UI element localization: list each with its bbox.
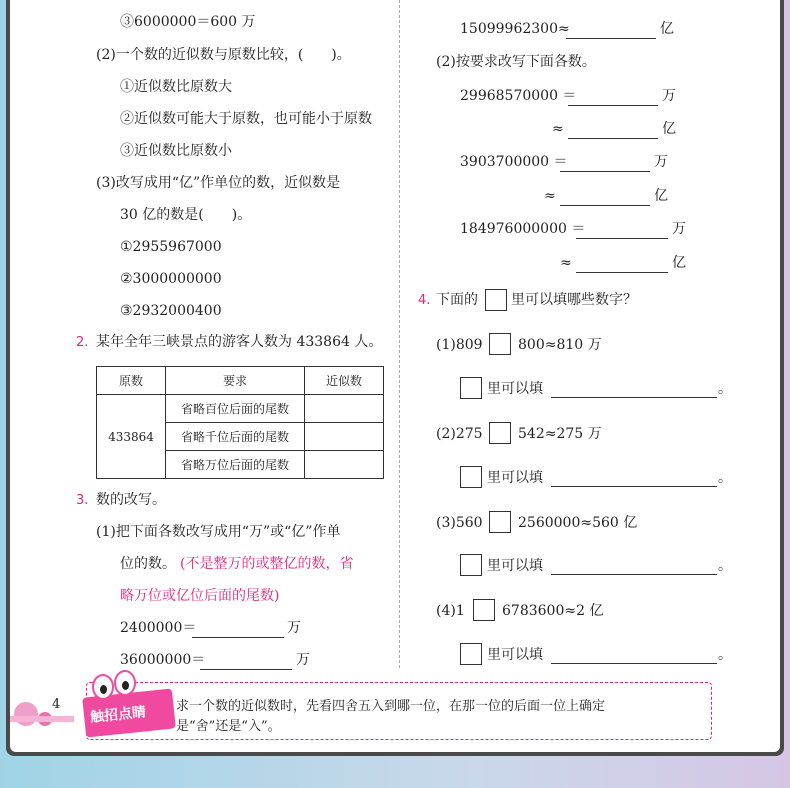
table-answer-cell[interactable] [305,395,384,423]
rewrite-1-yi-blank[interactable] [568,138,658,139]
table-header: 原数 [97,367,166,395]
fill-3-label: 里可以填 [487,558,543,574]
q3-stem-line1: (3)改写成用“亿”作单位的数，近似数是 [96,175,341,191]
convert-top-blank[interactable] [566,38,656,39]
problem-3-number: 3. [76,493,89,508]
problem-2-text: 某年全年三峡景点的游客人数为 433864 人。 [96,334,383,350]
digit-item-2-prefix: (2)275 [436,426,483,442]
convert-2-number: 36000000＝ [120,652,206,668]
fill-1-box-icon [460,377,482,399]
rewrite-3-wan-blank[interactable] [576,238,668,239]
problem-4-box-icon [485,289,507,311]
problem-4-number: 4. [418,293,431,308]
digit-item-3-box[interactable] [489,511,511,533]
digit-item-4-prefix: (4)1 [436,603,465,619]
digit-item-1-suffix: 800≈810 万 [518,337,602,353]
q3-option-2: ②3000000000 [120,271,222,287]
fill-1-end: 。 [718,381,732,397]
rewrite-3-approx: ≈ [560,255,572,271]
tip-badge-label: 触招点睛 [89,704,147,727]
rewrite-3-yi-unit: 亿 [672,255,686,271]
rewrite-2-wan-blank[interactable] [560,171,650,172]
rewrite-1-approx: ≈ [552,121,564,137]
fill-2-end: 。 [718,470,732,486]
q3-stem-line2: 30 亿的数是( )。 [120,207,252,223]
problem-3-note-line1: (不是整万的或整亿的数，省 [180,556,354,572]
fill-4-blank[interactable] [551,663,717,664]
problem-3-note-line2: 略万位或亿位后面的尾数) [120,588,280,604]
digit-item-3-suffix: 2560000≈560 亿 [518,515,638,531]
digit-item-2-box[interactable] [489,422,511,444]
table-requirement: 省略百位后面的尾数 [166,395,305,423]
table-header: 近似数 [305,367,384,395]
digit-item-2-suffix: 542≈275 万 [518,426,602,442]
column-divider [399,0,400,668]
table-answer-cell[interactable] [305,423,384,451]
convert-top-unit: 亿 [660,21,674,37]
rewrite-3-number: 184976000000 ＝ [460,221,586,237]
eye-right-icon [114,670,136,696]
tip-text-line2: 是“舍”还是“入”。 [176,719,281,734]
eye-left-icon [92,674,114,700]
q1-option-3: ③6000000＝600 万 [120,14,256,30]
problem-4-text-a: 下面的 [436,292,478,308]
problem-4-text-b: 里可以填哪些数字？ [511,292,637,308]
table-header: 要求 [166,367,305,395]
q2-option-2: ②近似数可能大于原数，也可能小于原数 [120,111,372,127]
rewrite-2-approx: ≈ [544,188,556,204]
problem-2-number: 2. [76,335,89,350]
rewrite-2-number: 3903700000 ＝ [460,154,568,170]
fill-2-label: 里可以填 [487,470,543,486]
fill-4-end: 。 [718,647,732,663]
digit-item-4-suffix: 6783600≈2 亿 [502,603,604,619]
digit-item-1-prefix: (1)809 [436,337,483,353]
rewrite-1-number: 29968570000 ＝ [460,88,577,104]
rewrite-3-yi-blank[interactable] [576,272,668,273]
fill-1-label: 里可以填 [487,381,543,397]
page-number: 4 [52,697,61,712]
rewrite-1-wan-unit: 万 [662,88,676,104]
fill-4-box-icon [460,643,482,665]
q2-stem: (2)一个数的近似数与原数比较，( )。 [96,47,351,63]
convert-1-blank[interactable] [192,637,284,638]
fill-2-blank[interactable] [551,486,717,487]
rewrite-2-yi-unit: 亿 [654,188,668,204]
table-answer-cell[interactable] [305,451,384,479]
digit-item-1-box[interactable] [489,333,511,355]
problem-3-sub2: (2)按要求改写下面各数。 [436,54,596,70]
convert-top-number: 15099962300≈ [460,21,570,37]
problem-3-sub1-line2: 位的数。 [120,556,176,572]
q3-option-3: ③2932000400 [120,303,222,319]
convert-1-unit: 万 [287,620,301,636]
fill-2-box-icon [460,466,482,488]
convert-2-blank[interactable] [200,669,292,670]
digit-item-3-prefix: (3)560 [436,515,483,531]
rewrite-2-wan-unit: 万 [654,154,668,170]
fill-4-label: 里可以填 [487,647,543,663]
fill-3-box-icon [460,554,482,576]
problem-3-sub1-line1: (1)把下面各数改写成用“万”或“亿”作单 [96,524,341,540]
table-original-value: 433864 [97,395,166,479]
convert-2-unit: 万 [296,652,310,668]
rewrite-3-wan-unit: 万 [672,221,686,237]
rewrite-2-yi-blank[interactable] [560,205,650,206]
q2-option-1: ①近似数比原数大 [120,79,232,95]
tip-text-line1: 求一个数的近似数时，先看四舍五入到哪一位，在那一位的后面一位上确定 [176,699,606,714]
rounding-table [96,366,384,479]
fill-3-end: 。 [718,558,732,574]
decor-bar [10,716,74,722]
rewrite-1-yi-unit: 亿 [662,121,676,137]
fill-3-blank[interactable] [551,574,717,575]
fill-1-blank[interactable] [551,397,717,398]
q2-option-3: ③近似数比原数小 [120,143,232,159]
problem-3-text: 数的改写。 [96,492,166,508]
rewrite-1-wan-blank[interactable] [568,105,658,106]
q3-option-1: ①2955967000 [120,239,222,255]
table-requirement: 省略千位后面的尾数 [166,423,305,451]
decor-dot-large [14,702,38,726]
table-requirement: 省略万位后面的尾数 [166,451,305,479]
convert-1-number: 2400000＝ [120,620,197,636]
digit-item-4-box[interactable] [473,599,495,621]
